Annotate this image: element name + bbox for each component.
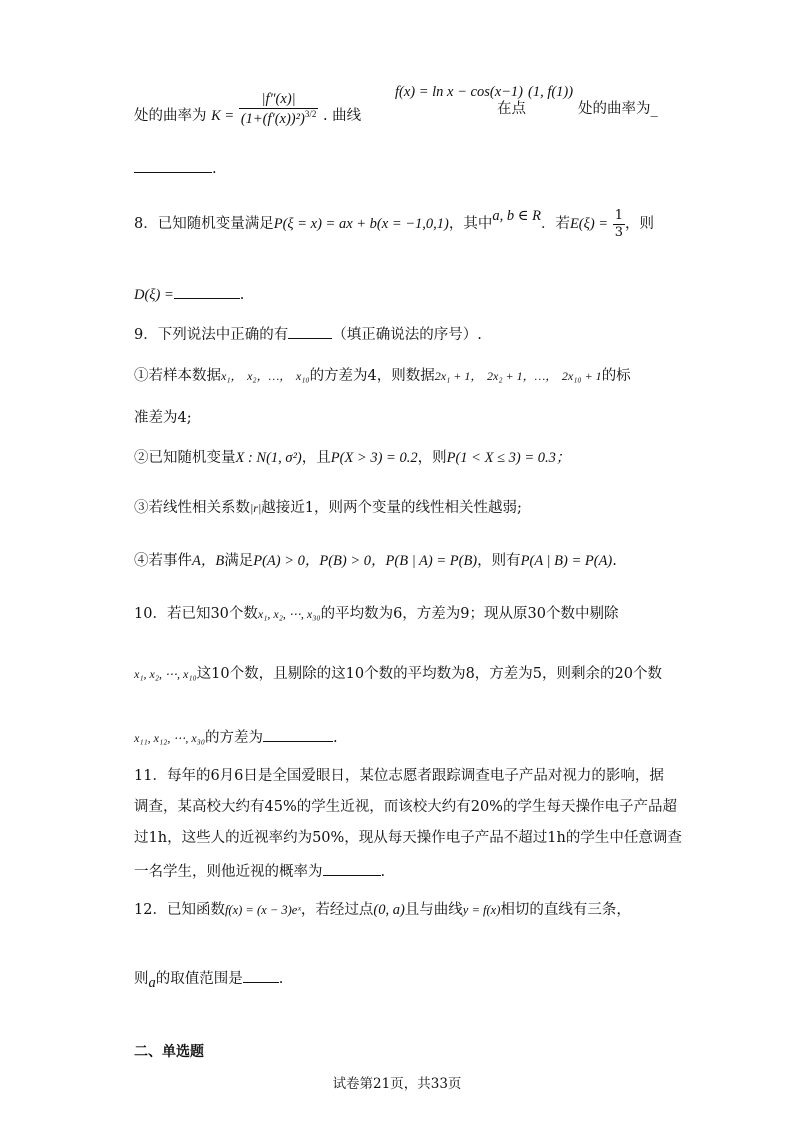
q7-answer-line: [134, 158, 217, 178]
q8-fraction-den: 3: [614, 224, 623, 240]
q7-at-point: 在点: [497, 101, 526, 117]
q8-params: a, b ∈ R: [492, 208, 541, 225]
q9-s1-x2: x₂，…，: [247, 369, 292, 383]
q12-variable: a: [148, 975, 156, 991]
q9-s2-p1: P(X > 3) = 0.2: [330, 450, 418, 466]
q12-text-a: 12．已知函数: [134, 902, 225, 918]
q10-end: .: [333, 730, 338, 746]
q8-line: [134, 208, 654, 240]
q10-text-c: 这10个数，且剔除的这10个数的平均数为8，方差为5，则剩余的20个数: [196, 666, 662, 682]
q12-function: f(x) = (x − 3)eˣ: [224, 903, 301, 917]
q7-curve-formula: f(x) = ln x − cos(x−1): [395, 84, 523, 100]
q10-seq1: x₁, x₂, ⋯, x₃₀: [257, 607, 321, 621]
q9-s4-events: A，B: [192, 553, 225, 569]
page-footer: 试卷第21页，共33页: [332, 1076, 462, 1092]
q9-s4-text-c: ，则有: [477, 553, 521, 569]
q10-line-2: [134, 666, 662, 683]
q9-s3-r: |r|: [250, 501, 262, 515]
curvature-denominator: (1+(f′(x))²): [240, 111, 305, 128]
q9-s2-text-c: ，则: [417, 450, 447, 466]
q9-stem-tail: （填正确说法的序号）.: [332, 327, 482, 343]
q7-end: .: [212, 161, 217, 177]
q10-answer-blank[interactable]: [263, 727, 333, 742]
q11-line-4: [134, 861, 385, 881]
q9-stem: [134, 324, 482, 344]
q9-s3-text-b: 越接近1，则两个变量的线性相关性越弱;: [261, 500, 522, 516]
q9-s1-text-b: 的方差为4，则数据: [309, 368, 435, 384]
q11-line-1: 11．每年的6月6日是全国爱眼日，某位志愿者跟踪调查电子产品对视力的影响，据: [134, 768, 664, 784]
q12-answer-blank[interactable]: [243, 968, 279, 983]
q12-text-f: 的取值范围是: [155, 971, 243, 987]
q9-s4-c3: ，P(B | A) = P(B): [371, 553, 478, 569]
q9-statement-1: [134, 368, 631, 385]
q9-s4-c1: P(A) > 0: [253, 553, 305, 569]
q12-text-c: 且与曲线: [404, 902, 463, 918]
q10-seq3: x₁₁, x₁₂, ⋯, x₃₀: [134, 731, 206, 745]
q9-statement-1-cont: 准差为4;: [134, 410, 192, 426]
curvature-formula: [239, 91, 319, 129]
q8-end: .: [239, 287, 245, 303]
q9-s2-dist: X : N(1, σ²): [235, 450, 302, 466]
q9-s1-d3: 2x₁₀ + 1: [561, 369, 602, 383]
q11-line-2: 调查，某高校大约有45%的学生近视，而该校大约有20%的学生每天操作电子产品超: [134, 799, 677, 815]
q10-text-b: 的平均数为6，方差为9；现从原30个数中剔除: [320, 606, 619, 622]
q11-line-3: 过1h，这些人的近视率约为50%，现从每天操作电子产品不超过1h的学生中任意调查: [134, 830, 682, 846]
q7-prefix: 处的曲率为: [134, 107, 207, 124]
q9-s1-text: ①若样本数据: [134, 368, 221, 384]
q8-variance: D(ξ) =: [134, 287, 174, 303]
q7-mid: . 曲线: [322, 107, 362, 124]
q9-s4-text: ④若事件: [134, 553, 192, 569]
q10-seq2: x₁, x₂, ⋯, x₁₀: [134, 667, 197, 681]
q8-label: 8．已知随机变量满足: [134, 216, 274, 233]
q9-statement-2: [134, 450, 570, 467]
q8-where: ，其中: [448, 216, 493, 233]
q9-s4-c2: ，P(B) > 0: [304, 553, 372, 569]
curvature-exponent: 3/2: [304, 109, 317, 120]
q7-answer-blank[interactable]: [134, 158, 212, 173]
q11-end: .: [380, 864, 386, 880]
q10-text-a: 10．若已知30个数: [134, 606, 258, 622]
q8-distribution: P(ξ = x) = ax + b(x = −1,0,1): [273, 216, 449, 233]
q11-text: 一名学生，则他近视的概率为: [134, 864, 323, 880]
q11-answer-blank[interactable]: [323, 861, 381, 876]
q12-text-e: 则: [134, 971, 149, 987]
q8-answer-line: [134, 287, 244, 304]
q12-line-1: [134, 902, 631, 919]
q10-line-3: [134, 727, 338, 747]
q10-line-1: [134, 606, 618, 623]
q9-s1-x1: x₁，: [221, 369, 243, 383]
q9-s4-text-b: 满足: [224, 553, 254, 569]
q12-point: (0, a): [373, 902, 405, 918]
q7-suffix: 处的曲率为_: [578, 101, 658, 117]
q7-k-lhs: K =: [211, 107, 235, 124]
q9-s4-c4: P(A | B) = P(A): [520, 553, 613, 569]
q12-curve: y = f(x): [462, 903, 501, 917]
q9-s4-end: .: [612, 553, 617, 569]
q8-answer-blank[interactable]: [174, 288, 240, 299]
q9-s1-d2: 2x₂ + 1，…，: [487, 369, 558, 383]
q9-s2-text-b: ，且: [301, 450, 331, 466]
q8-fraction: [613, 208, 625, 240]
q9-s1-d1: 2x₁ + 1，: [434, 369, 483, 383]
q9-s1-x10: x₁₀: [295, 369, 310, 383]
curvature-numerator: |f″(x)|: [239, 91, 319, 109]
q12-end: .: [278, 971, 284, 987]
q9-statement-4: [134, 553, 617, 570]
q9-s2-text: ②已知随机变量: [134, 450, 236, 466]
q9-statement-3: [134, 500, 522, 517]
section-heading: 二、单选题: [134, 1044, 204, 1060]
q10-text-d: 的方差为: [205, 730, 264, 746]
q8-fraction-num: 1: [614, 208, 623, 223]
q8-if: ．若: [540, 216, 570, 233]
q9-s2-p2: P(1 < X ≤ 3) = 0.3；: [446, 450, 571, 466]
q7-point: (1, f(1)): [528, 84, 574, 100]
q8-expectation: E(ξ) =: [569, 216, 609, 233]
q12-line-2: [134, 968, 284, 991]
q8-then: ，则: [624, 216, 654, 233]
q9-answer-blank[interactable]: [288, 324, 332, 339]
q9-stem-text: 9．下列说法中正确的有: [134, 327, 289, 343]
q12-text-d: 相切的直线有三条，: [500, 902, 631, 918]
q12-text-b: ，若经过点: [300, 902, 374, 918]
q7-line: [134, 83, 362, 128]
q9-s1-text-c: 的标: [601, 368, 631, 384]
q9-s3-text: ③若线性相关系数: [134, 500, 250, 516]
